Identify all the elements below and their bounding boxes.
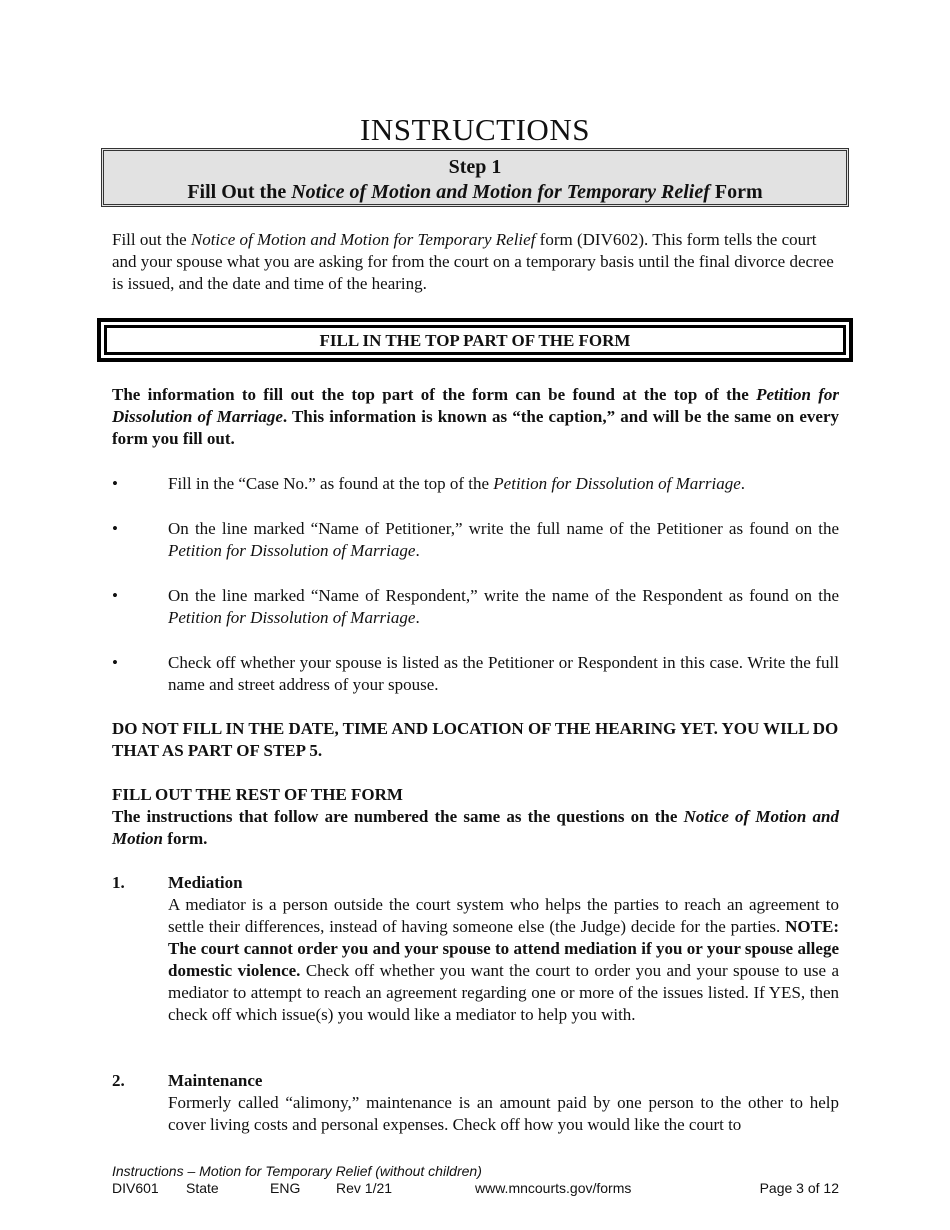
section-heading: Maintenance — [168, 1071, 263, 1090]
bullet-icon: • — [112, 519, 118, 538]
numbered-section — [112, 872, 839, 1026]
footer-doc-title: Instructions – Motion for Temporary Relief (without children) — [112, 1163, 482, 1179]
warning-text: DO NOT FILL IN THE DATE, TIME AND LOCATION OF THE HEARING YET. YOU WILL DO THAT AS PART OF STEP 5. — [112, 719, 839, 760]
step-title: Fill Out the Notice of Motion and Motion for Temporary Relief Form — [187, 181, 763, 203]
list-item: • Fill in the “Case No.” as found at the top of the Petition for Dissolution of Marriage. — [112, 474, 745, 493]
footer-url: www.mncourts.gov/forms — [475, 1180, 632, 1196]
list-item: • On the line marked “Name of Petitioner,” write the full name of the Petitioner as found on the Petition for Dissolution of Marriage. — [112, 519, 839, 560]
footer-info-row — [112, 1180, 839, 1198]
section-text: A mediator is a person outside the court system who helps the parties to reach an agreement to settle their differences, instead of having someone else (the Judge) decide for the parties. NOTE: The court cannot order you and your spouse to attend mediation if you or your spouse allege domestic violence. Check off whether you want the court to order you and your spouse to use a mediator to attempt to reach an agreement regarding one or more of the issues listed. If YES, then check off which issue(s) you would like a mediator to help you with. — [168, 895, 839, 1024]
bullet-icon: • — [112, 653, 118, 672]
page-title: INSTRUCTIONS — [360, 112, 590, 147]
section-number: 2. — [112, 1071, 125, 1090]
section-heading: FILL IN THE TOP PART OF THE FORM — [104, 325, 846, 355]
rest-heading: FILL OUT THE REST OF THE FORM — [112, 785, 403, 804]
section-heading-box — [97, 318, 853, 362]
bullet-icon: • — [112, 474, 118, 493]
section-heading: Mediation — [168, 873, 243, 892]
list-item: • On the line marked “Name of Respondent,” write the name of the Respondent as found on the Petition for Dissolution of Marriage. — [112, 586, 839, 627]
footer-jurisdiction: State — [186, 1180, 219, 1196]
footer-language: ENG — [270, 1180, 301, 1196]
section-number: 1. — [112, 873, 125, 892]
footer-page-number: Page 3 of 12 — [759, 1180, 839, 1196]
intro-paragraph: Fill out the Notice of Motion and Motion for Temporary Relief form (DIV602). This form tells the court and your spouse what you are asking for from the court on a temporary basis until the final divorce decree is issued, and the date and time of the hearing. — [112, 230, 834, 293]
footer-revision: Rev 1/21 — [336, 1180, 393, 1196]
section-text: Formerly called “alimony,” maintenance is an amount paid by one person to the other to help cover living costs and personal expenses. Check off how you would like the court to — [168, 1093, 839, 1134]
footer-form-code: DIV601 — [112, 1180, 159, 1196]
step-header-box — [101, 148, 849, 207]
list-item: • Check off whether your spouse is listed as the Petitioner or Respondent in this case. Write the full name and street address of your spouse. — [112, 653, 839, 694]
rest-info-paragraph: The instructions that follow are numbered the same as the questions on the Notice of Motion and Motion form. — [112, 807, 839, 848]
numbered-section — [112, 1070, 839, 1136]
caption-info-paragraph: The information to fill out the top part of the form can be found at the top of the Petition for Dissolution of Marriage. This information is known as “the caption,” and will be the same on every form you fill out. — [112, 385, 839, 448]
bullet-icon: • — [112, 586, 118, 605]
step-number: Step 1 — [448, 156, 502, 178]
